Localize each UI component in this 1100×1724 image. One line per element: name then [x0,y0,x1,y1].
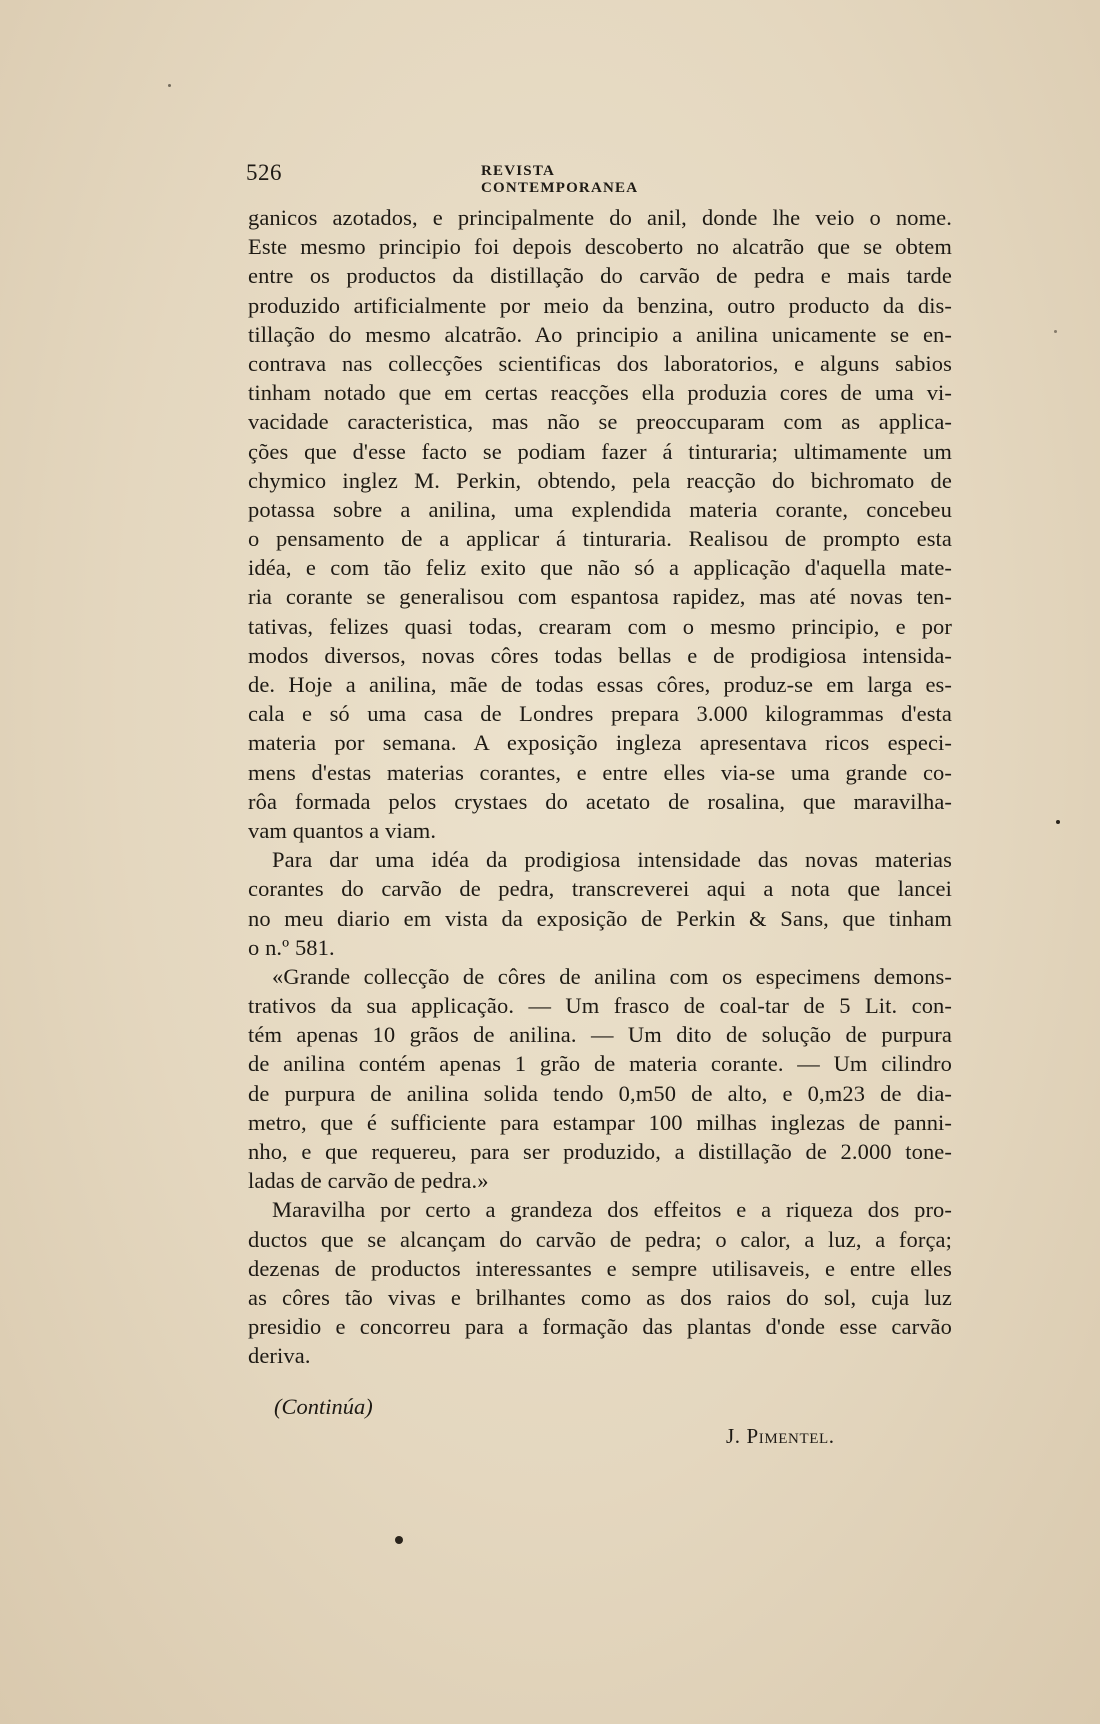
text-line: entre os productos da distillação do carvão de pedra e mais tarde [248,263,952,289]
text-line: vam quantos a viam. [248,817,437,843]
text-line: materia por semana. A exposição ingleza apresentava ricos especi- [248,730,952,756]
ink-speck [1054,330,1057,333]
text-line: ductos que se alcançam do carvão de pedra; o calor, a luz, a força; [248,1226,952,1252]
continued-note: (Continúa) [274,1394,373,1419]
ink-speck [1056,820,1060,824]
article-body [248,203,952,1371]
text-line: chymico inglez M. Perkin, obtendo, pela reacção do bichromato de [248,467,952,493]
text-line: Este mesmo principio foi depois descoberto no alcatrão que se obtem [248,234,952,260]
text-line: dezenas de productos interessantes e sempre utilisaveis, e entre elles [248,1255,952,1281]
text-line: rôa formada pelos crystaes do acetato de rosalina, que maravilha- [248,788,952,814]
text-line: idéa, e com tão feliz exito que não só a applicação d'aquella mate- [248,555,952,581]
text-line: ções que d'esse facto se podiam fazer á tinturaria; ultimamente um [248,438,952,464]
text-line: tativas, felizes quasi todas, crearam com o mesmo principio, e por [248,613,952,639]
text-line: corantes do carvão de pedra, transcreverei aqui a nota que lancei [248,876,952,902]
text-line: contrava nas collecções scientificas dos laboratorios, e alguns sabios [248,350,952,376]
text-line: nho, e que requereu, para ser produzido, a distillação de 2.000 tone- [248,1139,952,1164]
running-head [246,160,716,196]
text-line: cala e só uma casa de Londres prepara 3.000 kilogrammas d'esta [248,701,952,727]
text-line: de anilina contém apenas 1 grão de materia corante. — Um cilindro [248,1051,952,1077]
text-line: o pensamento de a applicar á tinturaria. Realisou de prompto esta [248,526,952,552]
text-line: no meu diario em vista da exposição de Perkin & Sans, que tinham [248,905,952,931]
text-line: metro, que é sufficiente para estampar 100 milhas inglezas de panni- [248,1109,952,1135]
text-line: mens d'estas materias corantes, e entre elles via-se uma grande co- [248,759,952,785]
text-line: tém apenas 10 grãos de anilina. — Um dito de solução de purpura [248,1022,952,1048]
ink-speck [168,84,171,87]
text-line: produzido artificialmente por meio da benzina, outro producto da dis- [248,292,952,318]
journal-title: REVISTA CONTEMPORANEA [481,163,639,196]
text-line: Maravilha por certo a grandeza dos effeitos e a riqueza dos pro- [272,1197,952,1223]
text-line: ria corante se generalisou com espantosa rapidez, mas até novas ten- [248,584,952,610]
author-signature: J. Pimentel. [726,1424,835,1448]
text-line: tinham notado que em certas reacções ella produzia cores de uma vi- [248,380,952,406]
text-line: as côres tão vivas e brilhantes como as dos raios do sol, cuja luz [248,1284,952,1310]
text-line: modos diversos, novas côres todas bellas e de prodigiosa intensida- [248,642,952,668]
text-line: presidio e concorreu para a formação das plantas d'onde esse carvão [248,1314,952,1340]
text-line: potassa sobre a anilina, uma explendida materia corante, concebeu [248,496,952,522]
text-line: vacidade caracteristica, mas não se preoccuparam com as applica- [248,409,952,435]
text-line: deriva. [248,1343,311,1369]
text-line: trativos da sua applicação. — Um frasco de coal-tar de 5 Lit. con- [248,993,952,1019]
text-line: ladas de carvão de pedra.» [248,1168,489,1194]
text-line: o n.º 581. [248,934,335,960]
text-line: tillação do mesmo alcatrão. Ao principio a anilina unicamente se en- [248,321,952,347]
text-line: «Grande collecção de côres de anilina com os especimens demons- [272,963,952,989]
page-number: 526 [246,160,282,185]
text-line: de. Hoje a anilina, mãe de todas essas côres, produz-se em larga es- [248,672,952,697]
ink-speck [395,1536,403,1544]
text-line: de purpura de anilina solida tendo 0,m50 de alto, e 0,m23 de dia- [248,1080,952,1106]
text-line: Para dar uma idéa da prodigiosa intensidade das novas materias [272,847,952,873]
text-line: ganicos azotados, e principalmente do anil, donde lhe veio o nome. [248,205,952,230]
